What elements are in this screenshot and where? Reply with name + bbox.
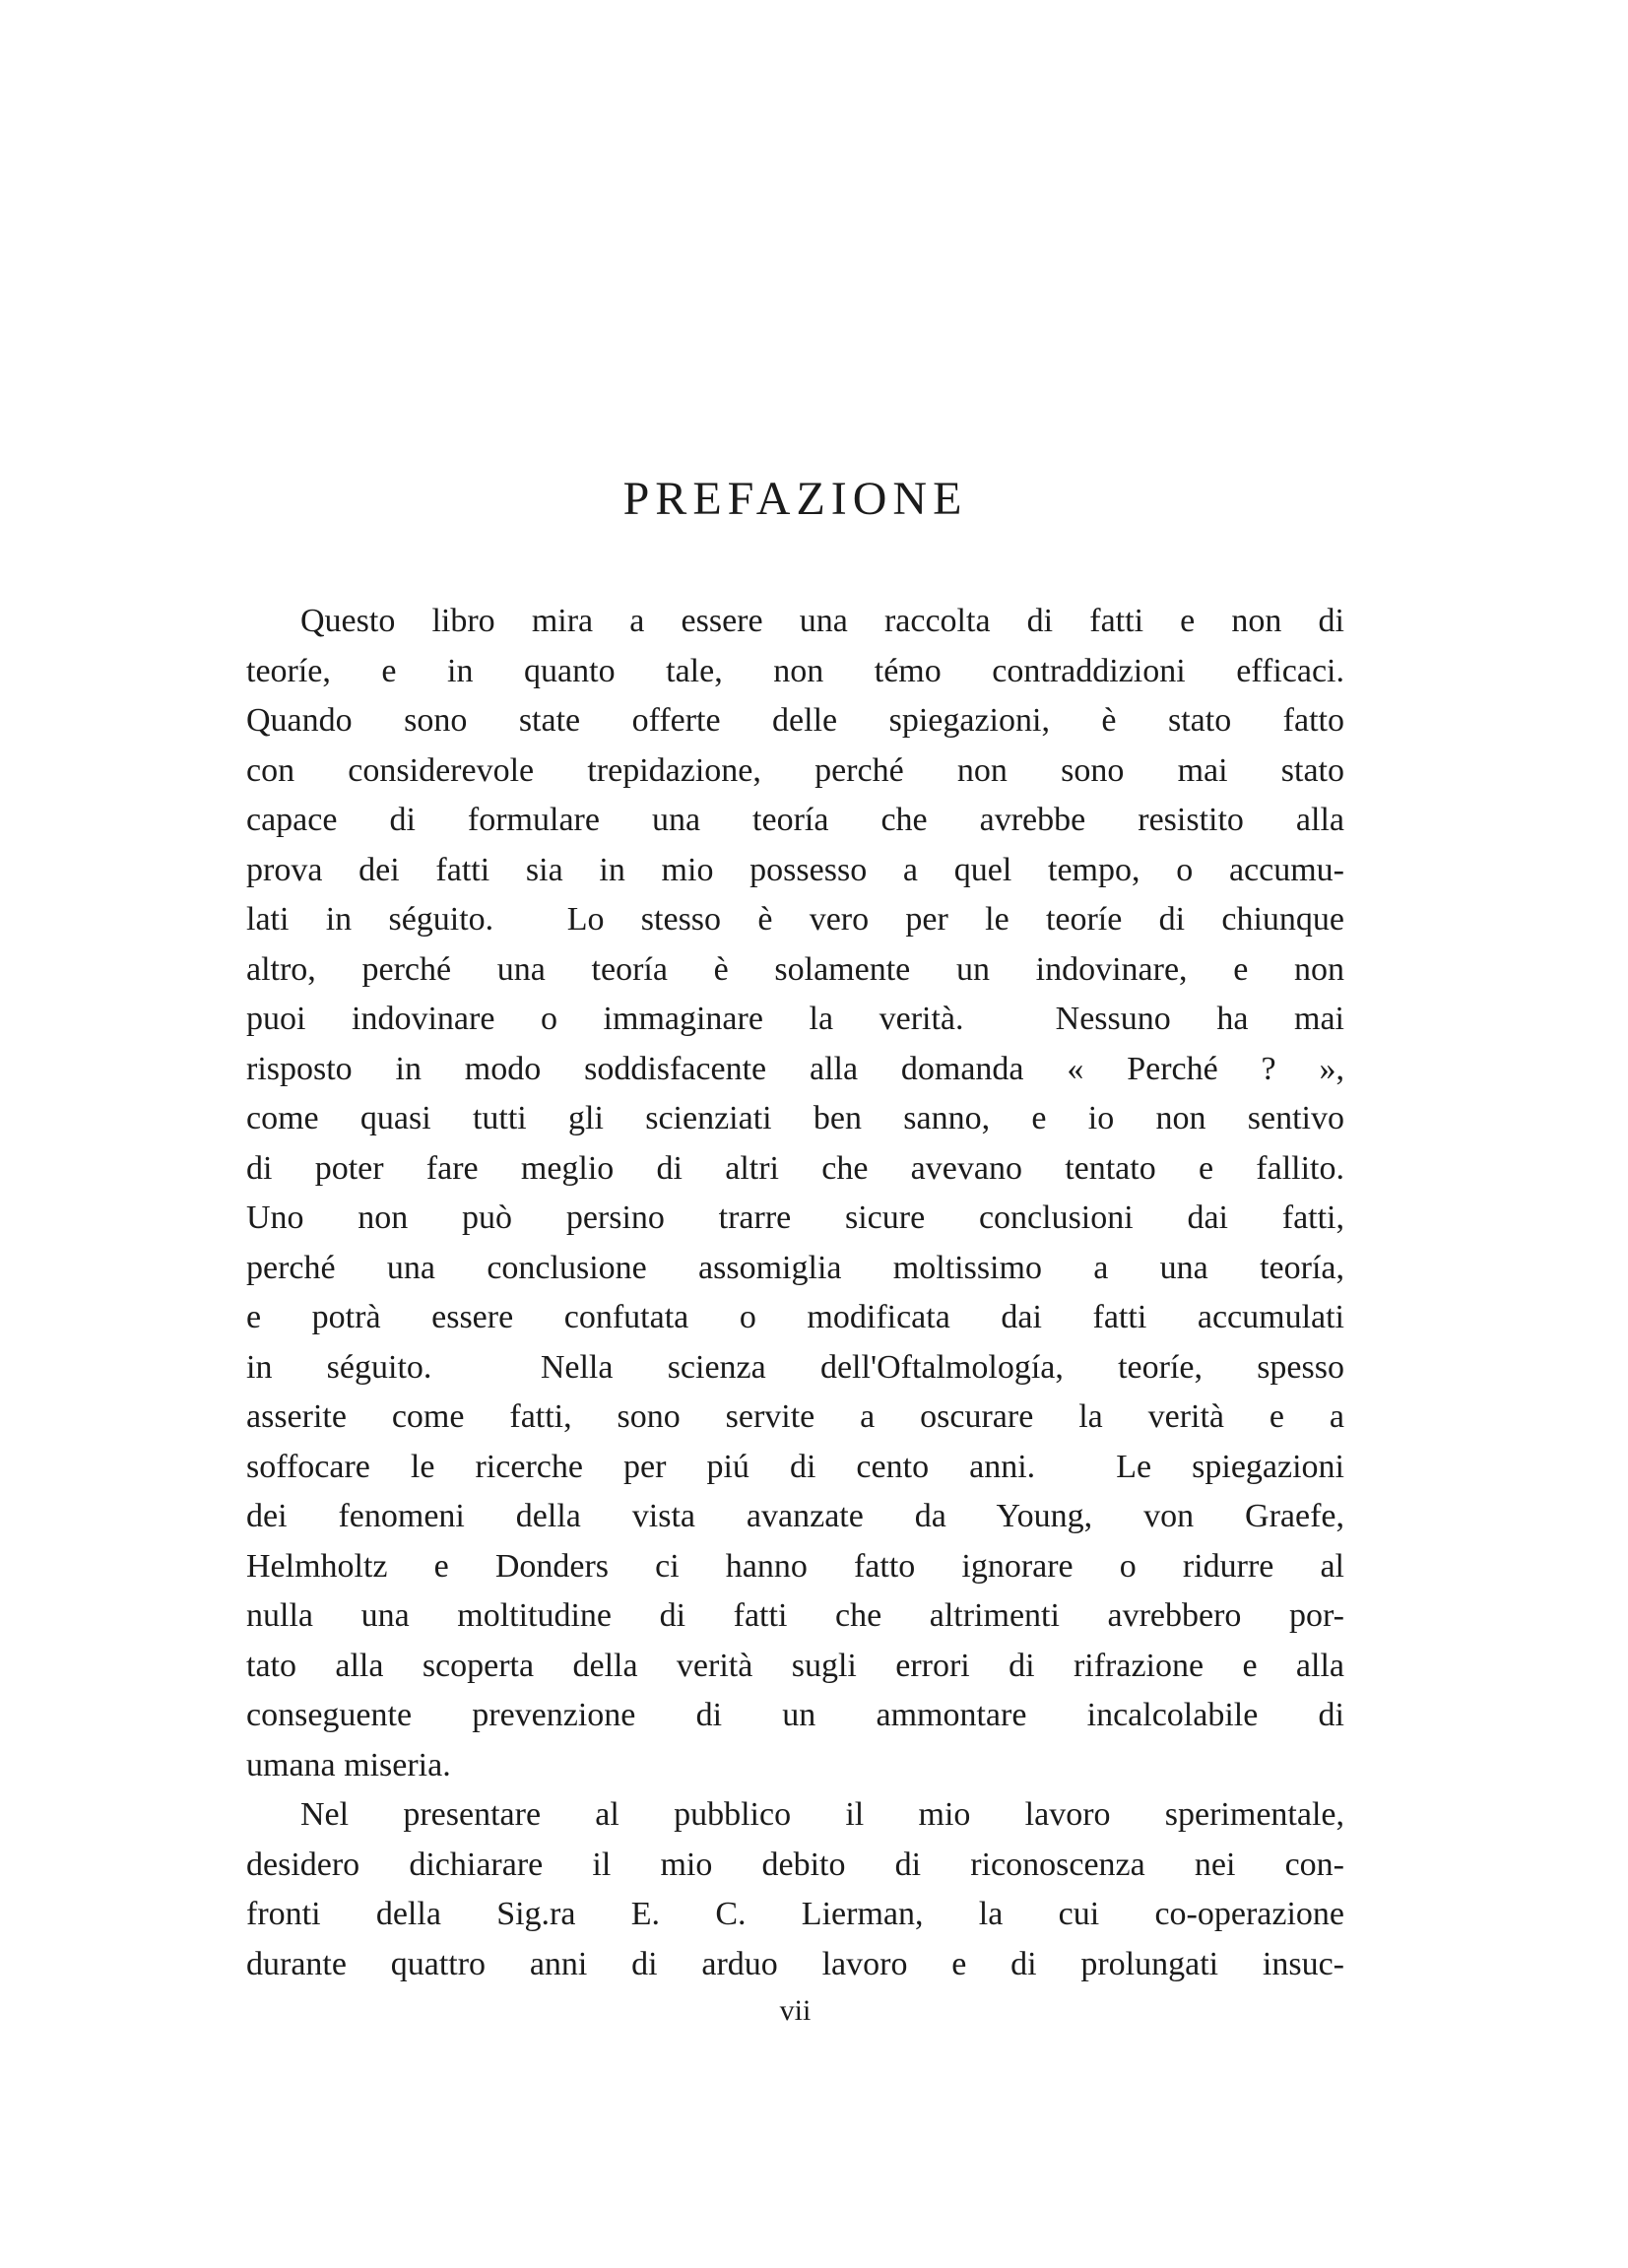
text-line: puoi indovinare o immaginare la verità. Nessuno ha mai	[246, 1001, 1344, 1037]
text-line: lati in séguito. Lo stesso è vero per le teoríe di chiunque	[246, 901, 1344, 938]
text-line: teoríe, e in quanto tale, non témo contraddizioni efficaci.	[246, 652, 1344, 689]
text-line: umana miseria.	[246, 1746, 451, 1783]
text-line: risposto in modo soddisfacente alla domanda « Perché ? »,	[246, 1050, 1344, 1087]
text-line: altro, perché una teoría è solamente un indovinare, e non	[246, 950, 1344, 988]
text-line: e potrà essere confutata o modificata dai fatti accumulati	[246, 1299, 1344, 1335]
text-line: nulla una moltitudine di fatti che altrimenti avrebbero por-	[246, 1597, 1344, 1634]
paragraph	[246, 1790, 1344, 1989]
text-line: prova dei fatti sia in mio possesso a quel tempo, o accumu-	[246, 851, 1344, 888]
text-line: di poter fare meglio di altri che avevano tentato e fallito.	[246, 1149, 1344, 1187]
page-number: vii	[779, 1994, 812, 2027]
text-line: con considerevole trepidazione, perché non sono mai stato	[246, 751, 1344, 789]
text-line: in séguito. Nella scienza dell'Oftalmología, teoríe, spesso	[246, 1348, 1344, 1386]
text-line: Questo libro mira a essere una raccolta di fatti e non di	[300, 603, 1344, 639]
text-line: tato alla scoperta della verità sugli errori di rifrazione e alla	[246, 1647, 1344, 1684]
paragraph	[246, 597, 1344, 1790]
text-line: durante quattro anni di arduo lavoro e di prolungati insuc-	[246, 1945, 1344, 1982]
text-line: dei fenomeni della vista avanzate da Young, von Graefe,	[246, 1498, 1344, 1534]
text-line: capace di formulare una teoría che avrebbe resistito alla	[246, 802, 1344, 838]
text-line: conseguente prevenzione di un ammontare incalcolabile di	[246, 1697, 1344, 1733]
page-title: PREFAZIONE	[622, 473, 968, 525]
text-line: Helmholtz e Donders ci hanno fatto ignorare o ridurre al	[246, 1547, 1344, 1585]
text-line: come quasi tutti gli scienziati ben sanno, e io non sentivo	[246, 1100, 1344, 1136]
text-line: Nel presentare al pubblico il mio lavoro sperimentale,	[300, 1796, 1344, 1833]
text-line: soffocare le ricerche per piú di cento anni. Le spiegazioni	[246, 1448, 1344, 1485]
body-text	[246, 597, 1344, 1989]
text-line: Uno non può persino trarre sicure conclusioni dai fatti,	[246, 1199, 1344, 1236]
text-line: fronti della Sig.ra E. C. Lierman, la cui co-operazione	[246, 1896, 1344, 1932]
text-line: Quando sono state offerte delle spiegazioni, è stato fatto	[246, 702, 1344, 739]
text-line: asserite come fatti, sono servite a oscurare la verità e a	[246, 1398, 1344, 1435]
text-line: desidero dichiarare il mio debito di riconoscenza nei con-	[246, 1846, 1344, 1883]
text-line: perché una conclusione assomiglia moltissimo a una teoría,	[246, 1249, 1344, 1286]
